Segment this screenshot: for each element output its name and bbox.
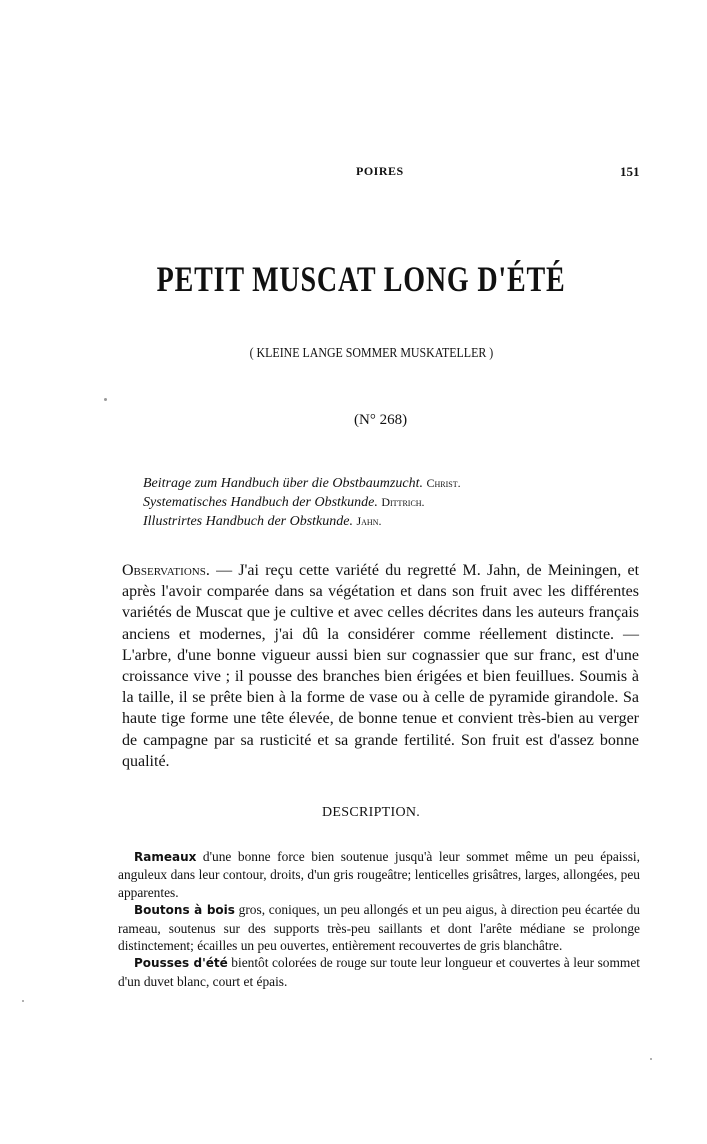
observations-text: — J'ai reçu cette variété du regretté M. Jahn, de Meiningen, et après l'avoir comparée dans sa végétation et dans son fruit avec les différentes variétés de Muscat que je cultive et avec celles décrites dans les auteurs français anciens et modernes, j'ai dû la considérer comme réellement distincte. — L'arbre, d'une bonne vigueur aussi bien sur cognassier que sur franc, est d'une croissance vive ; il pousse des branches bien érigées et bien feuillues. Soumis à la taille, il se prête bien à la forme de vase ou à celle de pyramide girandole. Sa haute tige forme une tête élevée, de bonne tenue et convient très-bien au verger de campagne par sa rusticité et sa grande fertilité. Son fruit est d'assez bonne qualité. bbox=[122, 562, 640, 770]
reference-line bbox=[143, 493, 583, 512]
description-text: gros, coniques, un peu allongés et un peu aigus, à direction peu écartée du rameau, soutenus sur des supports très-peu saillants et dont l'arête médiane se prolonge distinctement; écailles un peu ouvertes, entièrement recouvertes de gris blanchâtre. bbox=[118, 902, 640, 954]
reference-line bbox=[143, 512, 583, 531]
description-item bbox=[118, 848, 640, 901]
description-text: bientôt colorées de rouge sur toute leur longueur et couvertes à leur sommet d'un duvet blanc, court et épais. bbox=[118, 955, 640, 989]
variety-number: (N° 268) bbox=[354, 412, 408, 428]
observations-lead: Observations. bbox=[122, 562, 210, 579]
description-section bbox=[118, 848, 640, 990]
bibliography-references bbox=[143, 474, 583, 531]
description-term: Pousses d'été bbox=[134, 956, 228, 971]
description-text: d'une bonne force bien soutenue jusqu'à leur sommet même un peu épaissi, anguleux dans leur contour, droits, d'un gris rougeâtre; lenticelles grisâtres, larges, allongées, peu apparentes. bbox=[118, 849, 640, 900]
observations-paragraph bbox=[122, 560, 639, 772]
description-term: Rameaux bbox=[134, 850, 197, 864]
paper-speck bbox=[650, 1058, 652, 1060]
reference-work: Systematisches Handbuch der Obstkunde. bbox=[143, 495, 378, 510]
reference-line bbox=[143, 474, 583, 493]
description-heading: DESCRIPTION. bbox=[322, 805, 421, 820]
reference-work: Illustrirtes Handbuch der Obstkunde. bbox=[143, 514, 353, 529]
reference-author: Jahn. bbox=[356, 514, 382, 528]
german-name-subtitle: ( KLEINE LANGE SOMMER MUSKATELLER ) bbox=[249, 346, 494, 361]
description-term: Boutons à bois bbox=[134, 903, 235, 918]
description-item bbox=[118, 954, 640, 990]
paper-speck bbox=[22, 1000, 24, 1002]
reference-work: Beitrage zum Handbuch über die Obstbaumzucht. bbox=[143, 476, 423, 491]
reference-author: Dittrich. bbox=[381, 495, 425, 509]
reference-author: Christ. bbox=[426, 476, 461, 490]
running-head: POIRES bbox=[356, 164, 404, 178]
page-title: PETIT MUSCAT LONG D'ÉTÉ bbox=[156, 259, 566, 299]
paper-speck bbox=[104, 398, 107, 401]
page-number: 151 bbox=[620, 164, 640, 179]
description-item bbox=[118, 901, 640, 954]
